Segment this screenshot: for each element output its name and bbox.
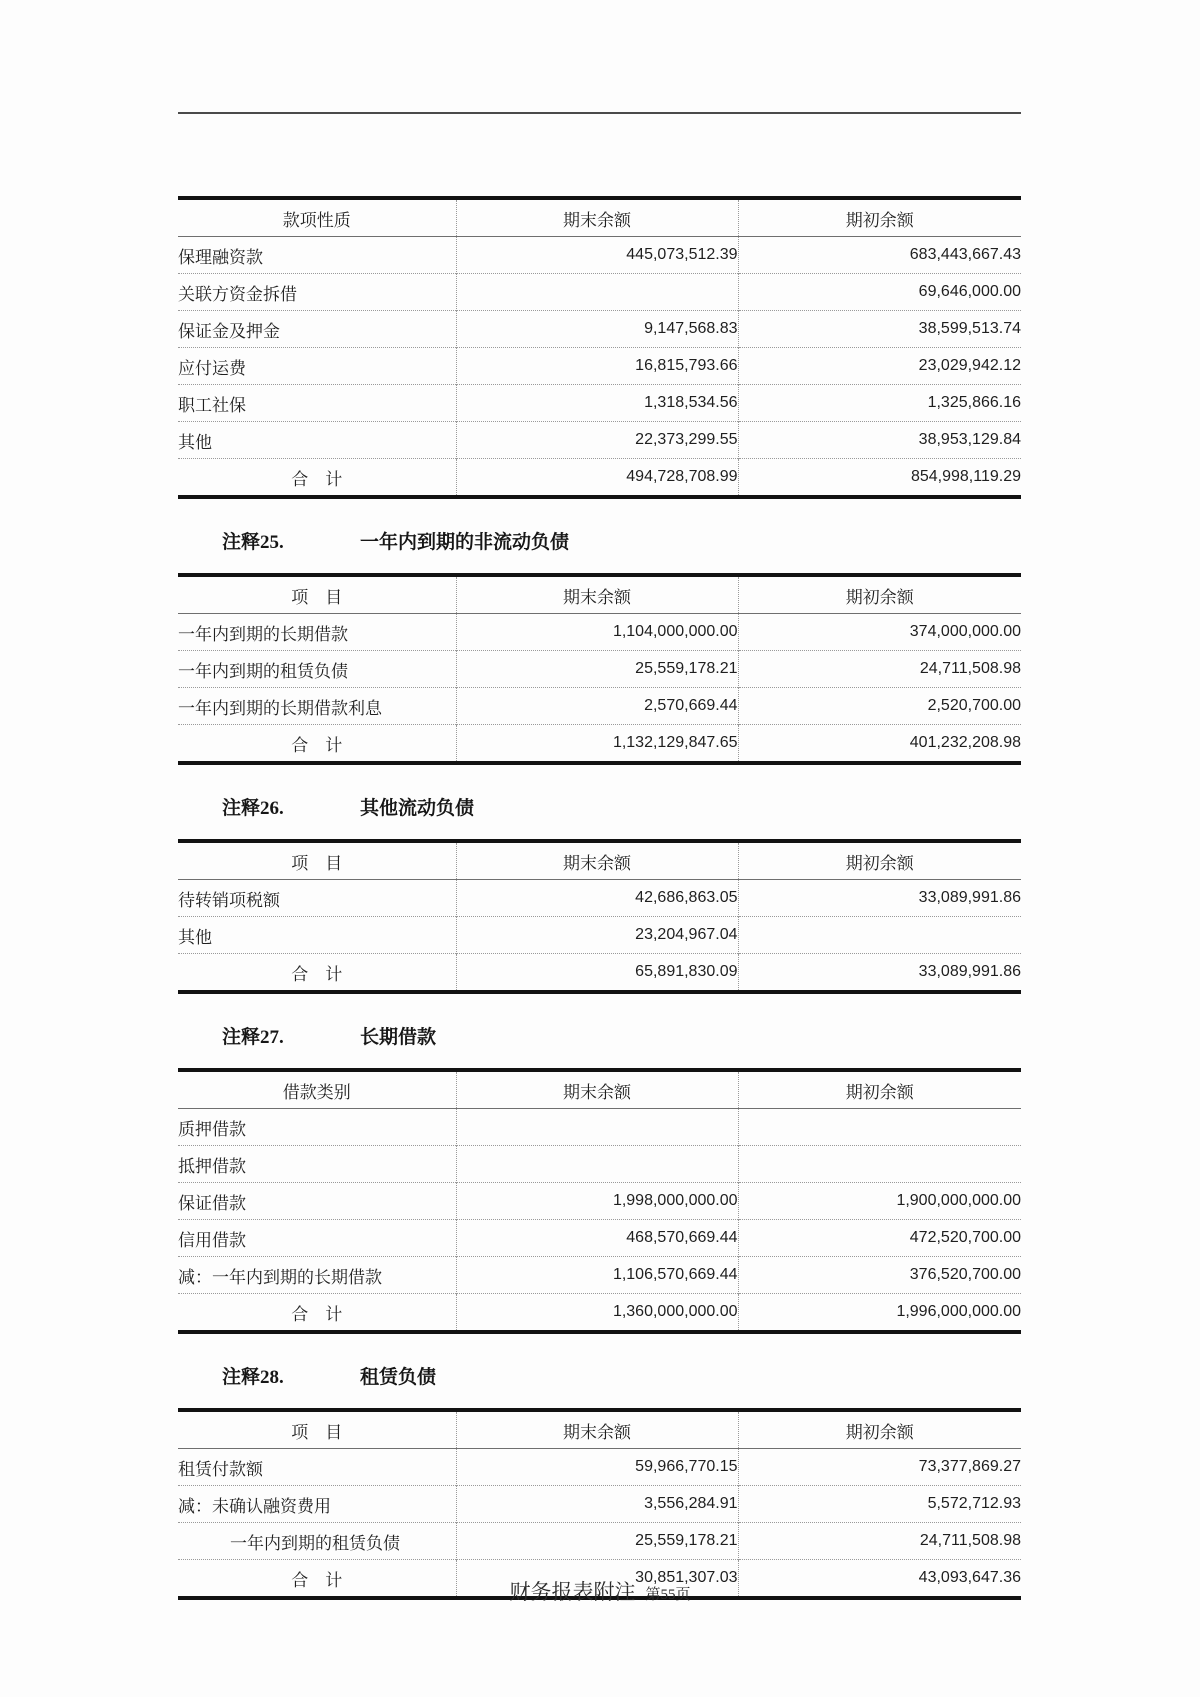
ending-balance-value: 2,570,669.44 <box>456 688 738 725</box>
beginning-balance-value <box>738 1146 1021 1183</box>
row-label: 信用借款 <box>178 1220 456 1257</box>
note-number: 注释27. <box>222 1027 284 1048</box>
table-row <box>178 385 1021 422</box>
table-row <box>178 1220 1021 1257</box>
ending-balance-value: 1,998,000,000.00 <box>456 1183 738 1220</box>
ending-balance-value: 9,147,568.83 <box>456 311 738 348</box>
table-row <box>178 1183 1021 1220</box>
total-label: 合 计 <box>178 725 456 764</box>
ending-balance-value: 30,851,307.03 <box>456 1560 738 1599</box>
table-header-row <box>178 1410 1021 1449</box>
note-title: 一年内到期的非流动负债 <box>360 532 570 553</box>
beginning-balance-value: 2,520,700.00 <box>738 688 1021 725</box>
column-header: 期初余额 <box>738 575 1021 614</box>
table-total-row <box>178 954 1021 993</box>
ending-balance-value: 468,570,669.44 <box>456 1220 738 1257</box>
page-footer <box>0 1576 1200 1606</box>
table-row <box>178 422 1021 459</box>
table-header-row <box>178 198 1021 237</box>
ending-balance-value: 1,132,129,847.65 <box>456 725 738 764</box>
ending-balance-value: 25,559,178.21 <box>456 1523 738 1560</box>
total-label: 合 计 <box>178 459 456 498</box>
ending-balance-value <box>456 274 738 311</box>
table-row <box>178 274 1021 311</box>
table-row <box>178 311 1021 348</box>
ending-balance-value: 23,204,967.04 <box>456 917 738 954</box>
beginning-balance-value: 854,998,119.29 <box>738 459 1021 498</box>
beginning-balance-value <box>738 917 1021 954</box>
ending-balance-value <box>456 1146 738 1183</box>
table-row <box>178 1257 1021 1294</box>
note-title: 长期借款 <box>360 1027 437 1048</box>
total-label: 合 计 <box>178 954 456 993</box>
ending-balance-value: 16,815,793.66 <box>456 348 738 385</box>
note-number: 注释25. <box>222 532 284 553</box>
footer-page-number: 第55页 <box>645 1587 691 1603</box>
table-row <box>178 917 1021 954</box>
note-title: 其他流动负债 <box>360 798 475 819</box>
table-row <box>178 1109 1021 1146</box>
footer-title: 财务报表附注 <box>509 1580 636 1604</box>
beginning-balance-value: 1,900,000,000.00 <box>738 1183 1021 1220</box>
ending-balance-value: 1,104,000,000.00 <box>456 614 738 651</box>
column-header: 借款类别 <box>178 1070 456 1109</box>
beginning-balance-value: 43,093,647.36 <box>738 1560 1021 1599</box>
row-label: 减：未确认融资费用 <box>178 1486 456 1523</box>
row-label: 待转销项税额 <box>178 890 280 910</box>
financial-table <box>178 839 1021 994</box>
notes-content <box>178 196 1021 1600</box>
beginning-balance-value: 73,377,869.27 <box>738 1449 1021 1486</box>
table-header-row <box>178 1070 1021 1109</box>
financial-table <box>178 1068 1021 1334</box>
row-label: 应付运费 <box>178 348 456 385</box>
beginning-balance-value: 472,520,700.00 <box>738 1220 1021 1257</box>
table-row <box>178 1146 1021 1183</box>
row-label: 抵押借款 <box>178 1146 456 1183</box>
row-label: 一年内到期的长期借款利息 <box>178 688 456 725</box>
column-header: 期末余额 <box>456 575 738 614</box>
column-header: 期末余额 <box>456 198 738 237</box>
note-title: 租赁负债 <box>360 1367 437 1388</box>
table-row <box>178 1523 1021 1560</box>
row-label: 保理融资款 <box>178 247 263 267</box>
note-number: 注释26. <box>222 798 284 819</box>
note-number: 注释28. <box>222 1367 284 1388</box>
table-header-row <box>178 841 1021 880</box>
column-header: 期初余额 <box>738 841 1021 880</box>
row-label: 保证借款 <box>178 1183 456 1220</box>
ending-balance-value: 1,318,534.56 <box>456 385 738 422</box>
column-header: 期末余额 <box>456 1070 738 1109</box>
ending-balance-value: 494,728,708.99 <box>456 459 738 498</box>
header-rule <box>178 112 1021 114</box>
note-heading <box>178 1022 1021 1048</box>
table-total-row <box>178 725 1021 764</box>
column-header: 期初余额 <box>738 1070 1021 1109</box>
column-header: 项 目 <box>178 575 456 614</box>
table-header-row <box>178 575 1021 614</box>
beginning-balance-value: 683,443,667.43 <box>738 237 1021 274</box>
beginning-balance-value: 374,000,000.00 <box>738 614 1021 651</box>
ending-balance-value: 25,559,178.21 <box>456 651 738 688</box>
row-label: 职工社保 <box>178 385 456 422</box>
ending-balance-value: 1,106,570,669.44 <box>456 1257 738 1294</box>
row-label: 一年内到期的租赁负债 <box>178 1523 456 1560</box>
column-header: 期末余额 <box>456 1410 738 1449</box>
total-label: 合 计 <box>178 1294 456 1333</box>
row-label: 一年内到期的长期借款 <box>178 624 348 644</box>
table-row <box>178 688 1021 725</box>
row-label: 关联方资金拆借 <box>178 274 456 311</box>
beginning-balance-value: 376,520,700.00 <box>738 1257 1021 1294</box>
ending-balance-value: 22,373,299.55 <box>456 422 738 459</box>
beginning-balance-value: 24,711,508.98 <box>738 651 1021 688</box>
table-row <box>178 1449 1021 1486</box>
table-row <box>178 614 1021 651</box>
beginning-balance-value: 33,089,991.86 <box>738 880 1021 917</box>
beginning-balance-value: 1,996,000,000.00 <box>738 1294 1021 1333</box>
table-row <box>178 237 1021 274</box>
ending-balance-value: 1,360,000,000.00 <box>456 1294 738 1333</box>
beginning-balance-value: 23,029,942.12 <box>738 348 1021 385</box>
row-label: 其他 <box>178 422 456 459</box>
row-label: 质押借款 <box>178 1119 246 1139</box>
beginning-balance-value: 5,572,712.93 <box>738 1486 1021 1523</box>
column-header: 项 目 <box>178 841 456 880</box>
table-total-row <box>178 459 1021 498</box>
table-row <box>178 348 1021 385</box>
column-header: 期初余额 <box>738 1410 1021 1449</box>
beginning-balance-value: 38,953,129.84 <box>738 422 1021 459</box>
column-header: 期末余额 <box>456 841 738 880</box>
row-label: 减：一年内到期的长期借款 <box>178 1257 456 1294</box>
ending-balance-value: 42,686,863.05 <box>456 880 738 917</box>
ending-balance-value: 445,073,512.39 <box>456 237 738 274</box>
row-label: 其他 <box>178 917 456 954</box>
table-total-row <box>178 1294 1021 1333</box>
beginning-balance-value: 24,711,508.98 <box>738 1523 1021 1560</box>
row-label: 保证金及押金 <box>178 311 456 348</box>
note-heading <box>178 1362 1021 1388</box>
beginning-balance-value: 401,232,208.98 <box>738 725 1021 764</box>
financial-table <box>178 573 1021 765</box>
ending-balance-value <box>456 1109 738 1146</box>
beginning-balance-value: 1,325,866.16 <box>738 385 1021 422</box>
column-header: 款项性质 <box>178 198 456 237</box>
total-label: 合 计 <box>178 1560 456 1599</box>
beginning-balance-value <box>738 1109 1021 1146</box>
column-header: 项 目 <box>178 1410 456 1449</box>
ending-balance-value: 3,556,284.91 <box>456 1486 738 1523</box>
beginning-balance-value: 33,089,991.86 <box>738 954 1021 993</box>
ending-balance-value: 59,966,770.15 <box>456 1449 738 1486</box>
table-row <box>178 880 1021 917</box>
table-row <box>178 1486 1021 1523</box>
ending-balance-value: 65,891,830.09 <box>456 954 738 993</box>
row-label: 一年内到期的租赁负债 <box>178 651 456 688</box>
row-label: 租赁付款额 <box>178 1459 263 1479</box>
table-row <box>178 651 1021 688</box>
financial-table <box>178 196 1021 499</box>
note-heading <box>178 793 1021 819</box>
beginning-balance-value: 69,646,000.00 <box>738 274 1021 311</box>
note-heading <box>178 527 1021 553</box>
beginning-balance-value: 38,599,513.74 <box>738 311 1021 348</box>
financial-table <box>178 1408 1021 1600</box>
column-header: 期初余额 <box>738 198 1021 237</box>
